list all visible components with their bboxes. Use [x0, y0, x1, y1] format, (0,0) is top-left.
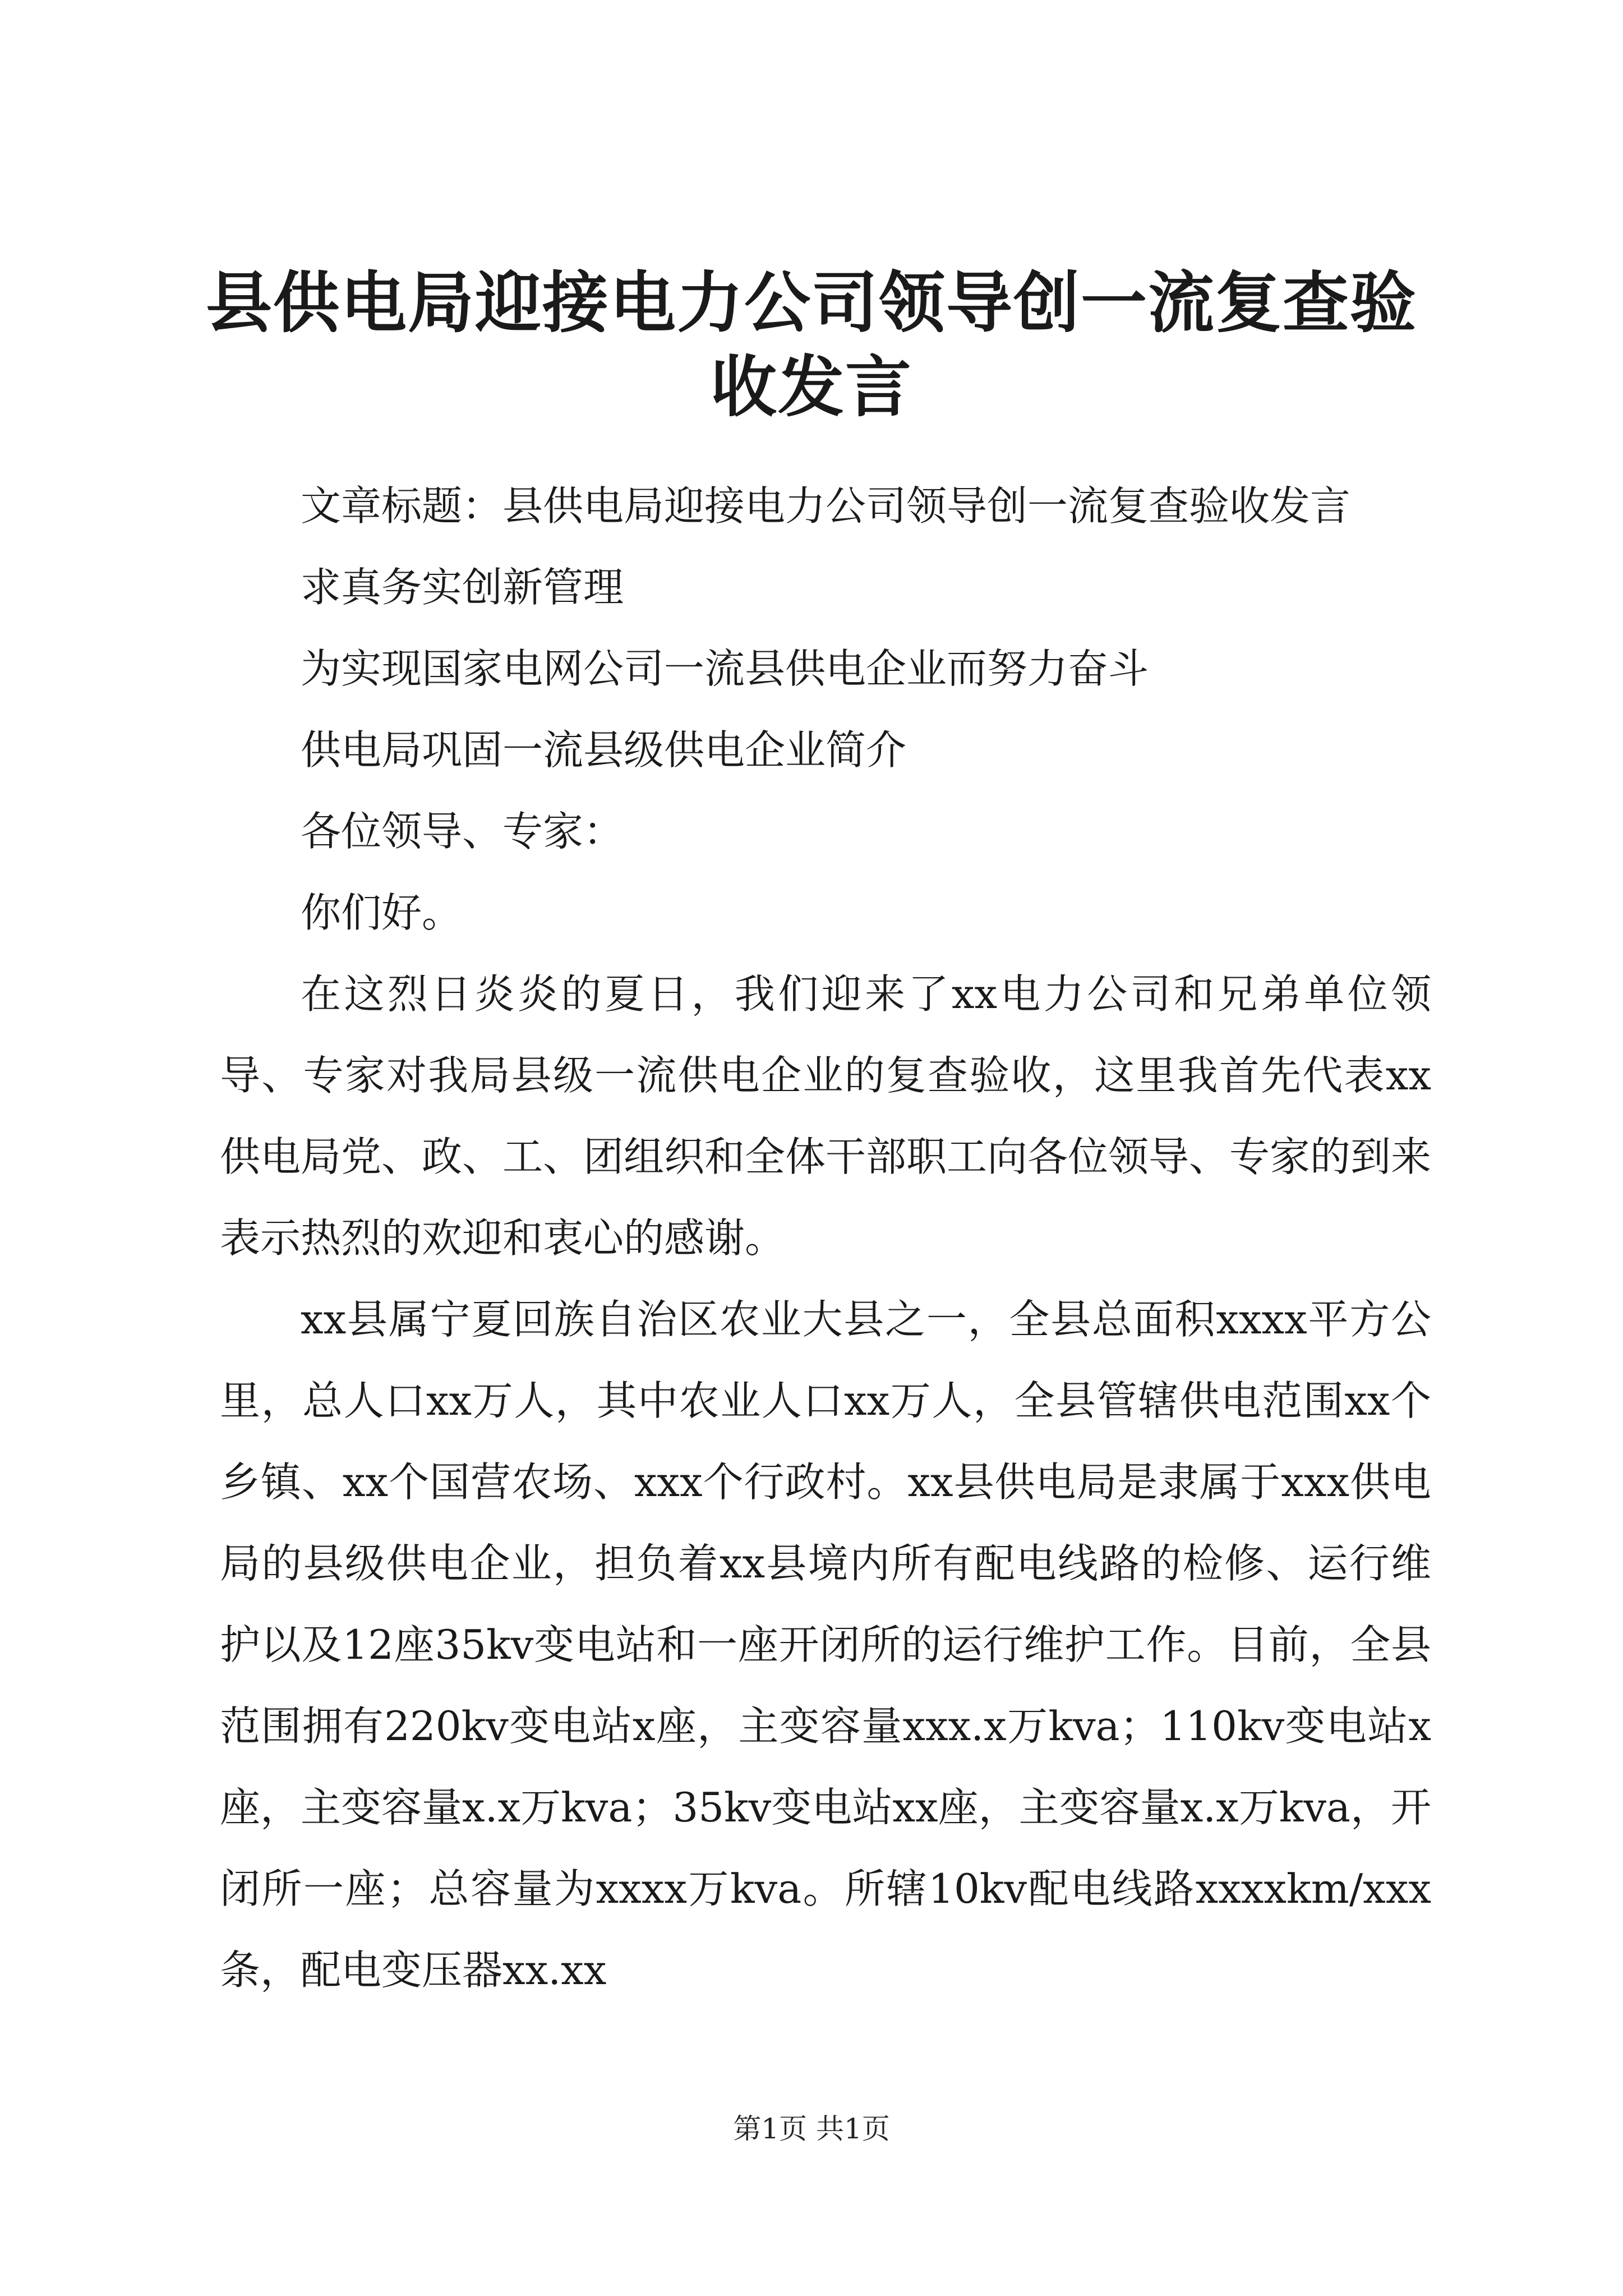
slogan-line-2: 为实现国家电网公司一流县供电企业而努力奋斗	[301, 645, 1149, 692]
document-title: 县供电局迎接电力公司领导创一流复查验收发言	[205, 264, 1417, 426]
welcome-paragraph: 在这烈日炎炎的夏日，我们迎来了xx电力公司和兄弟单位领导、专家对我局县级一流供电企业的复查验收，这里我首先代表xx供电局党、政、工、团组织和全体干部职工向各位领导、专家的到来表示热烈的欢迎和衷心的感谢。	[220, 970, 1432, 1262]
page-number-footer: 第1页 共1页	[733, 2113, 890, 2145]
county-overview-paragraph: xx县属宁夏回族自治区农业大县之一，全县总面积xxxx平方公里，总人口xx万人，其中农业人口xx万人，全县管辖供电范围xx个乡镇、xx个国营农场、xxx个行政村。xx县供电局是隶属于xxx供电局的县级供电企业，担负着xx县境内所有配电线路的检修、运行维护以及12座35kv变电站和一座开闭所的运行维护工作。目前，全县范围拥有220kv变电站x座，主变容量xxx.x万kva；110kv变电站x座，主变容量x.x万kva；35kv变电站xx座，主变容量x.x万kva，开闭所一座；总容量为xxxx万kva。所辖10kv配电线路xxxxkm/xxx条，配电变压器xx.xx	[220, 1296, 1431, 1994]
slogan-line-1: 求真务实创新管理	[301, 564, 624, 611]
greeting-line: 你们好。	[301, 889, 463, 936]
document-body	[220, 466, 1431, 2011]
article-title-line: 文章标题：县供电局迎接电力公司领导创一流复查验收发言	[301, 482, 1351, 530]
salutation-line: 各位领导、专家：	[301, 808, 624, 855]
intro-heading-line: 供电局巩固一流县级供电企业简介	[301, 726, 907, 774]
